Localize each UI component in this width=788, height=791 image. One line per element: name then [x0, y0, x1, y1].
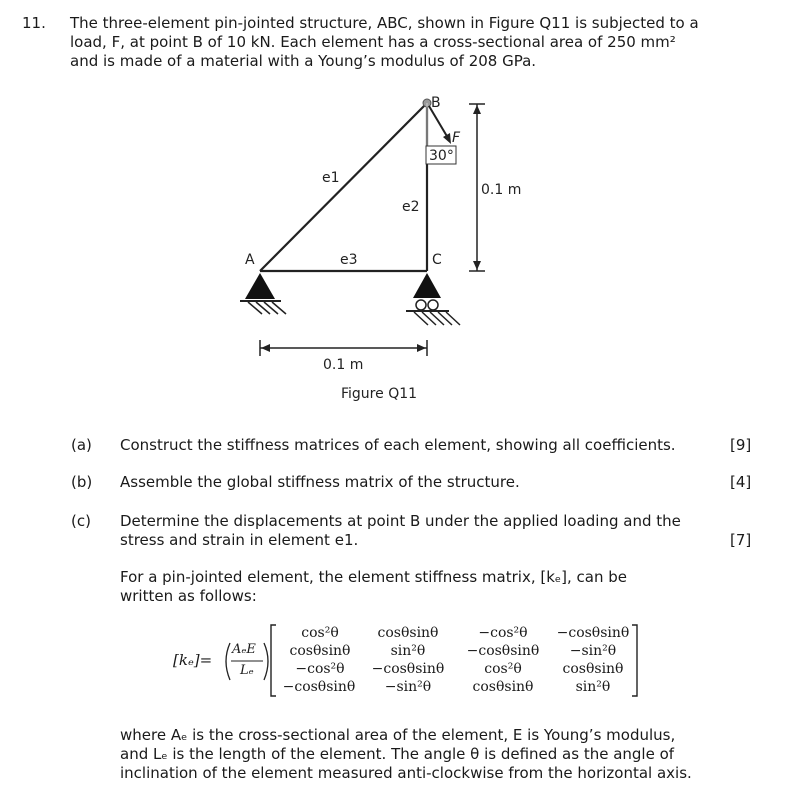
part-c-line: stress and strain in element e1.	[120, 531, 359, 549]
intro-line: The three-element pin-jointed structure, ABC, shown in Figure Q11 is subjected to a	[70, 14, 699, 32]
matrix-cell: −cosθsinθ	[556, 625, 630, 641]
part-a-label: (a)	[71, 436, 92, 454]
height-arrowhead-bottom	[473, 261, 481, 270]
label-e3: e3	[340, 252, 358, 268]
matrix-cell: cosθsinθ	[562, 661, 624, 677]
matrix-cell: cos²θ	[301, 625, 339, 641]
matrix-cell: sin²θ	[390, 643, 426, 659]
height-arrowhead-top	[473, 105, 481, 114]
intro-line: load, F, at point B of 10 kN. Each element has a cross-sectional area of 250 mm²	[70, 33, 676, 51]
matrix-cell: −cos²θ	[478, 625, 528, 641]
label-b: B	[431, 95, 441, 111]
part-c-label: (c)	[71, 512, 91, 530]
part-c-line: Determine the displacements at point B under the applied loading and the	[120, 512, 681, 530]
label-f: F	[452, 130, 461, 146]
part-a-text: Construct the stiffness matrices of each element, showing all coefficients.	[120, 436, 676, 454]
closing-line: inclination of the element measured anti-clockwise from the horizontal axis.	[120, 764, 692, 782]
label-angle: 30°	[429, 148, 454, 164]
part-c-marks: [7]	[730, 531, 752, 549]
matrix-cell: −cos²θ	[295, 661, 345, 677]
matrix-cell: sin²θ	[575, 679, 611, 695]
formula-intro-line: written as follows:	[120, 587, 257, 605]
part-c-text	[120, 512, 681, 550]
matrix-cell: −sin²θ	[569, 643, 617, 659]
pin-support-a	[240, 273, 286, 314]
width-arrowhead-left	[261, 344, 270, 352]
matrix-lhs: [kₑ]=	[173, 651, 213, 669]
formula-intro	[120, 568, 627, 606]
roller-support-c	[406, 273, 460, 325]
member-e1	[260, 103, 427, 271]
matrix-cell: −cosθsinθ	[466, 643, 540, 659]
matrix-cell: cosθsinθ	[289, 643, 351, 659]
label-a: A	[245, 252, 255, 268]
matrix-cell: cosθsinθ	[472, 679, 534, 695]
matrix-cell: −cosθsinθ	[371, 661, 445, 677]
part-a-marks: [9]	[730, 436, 752, 454]
label-e1: e1	[322, 170, 340, 186]
label-c: C	[432, 252, 442, 268]
part-b-text: Assemble the global stiffness matrix of the structure.	[120, 473, 520, 491]
matrix-cell: cos²θ	[484, 661, 522, 677]
label-height: 0.1 m	[481, 182, 522, 198]
matrix-cell: cosθsinθ	[377, 625, 439, 641]
question-number: 11.	[22, 14, 46, 32]
closing-line: where Aₑ is the cross-sectional area of the element, E is Young’s modulus,	[120, 726, 676, 744]
formula-intro-line: For a pin-jointed element, the element stiffness matrix, [kₑ], can be	[120, 568, 627, 586]
matrix-cell: −sin²θ	[384, 679, 432, 695]
width-arrowhead-right	[417, 344, 426, 352]
part-b-label: (b)	[71, 473, 93, 491]
label-e2: e2	[402, 199, 420, 215]
intro-line: and is made of a material with a Young’s modulus of 208 GPa.	[70, 52, 537, 70]
figure-caption: Figure Q11	[341, 386, 418, 402]
matrix-factor-denominator: Lₑ	[240, 663, 254, 678]
closing-paragraph	[120, 726, 692, 783]
label-width: 0.1 m	[323, 357, 364, 373]
closing-line: and Lₑ is the length of the element. The angle θ is defined as the angle of	[120, 745, 675, 763]
matrix-factor-numerator: AₑE	[232, 642, 256, 657]
matrix-cell: −cosθsinθ	[282, 679, 356, 695]
part-b-marks: [4]	[730, 473, 752, 491]
